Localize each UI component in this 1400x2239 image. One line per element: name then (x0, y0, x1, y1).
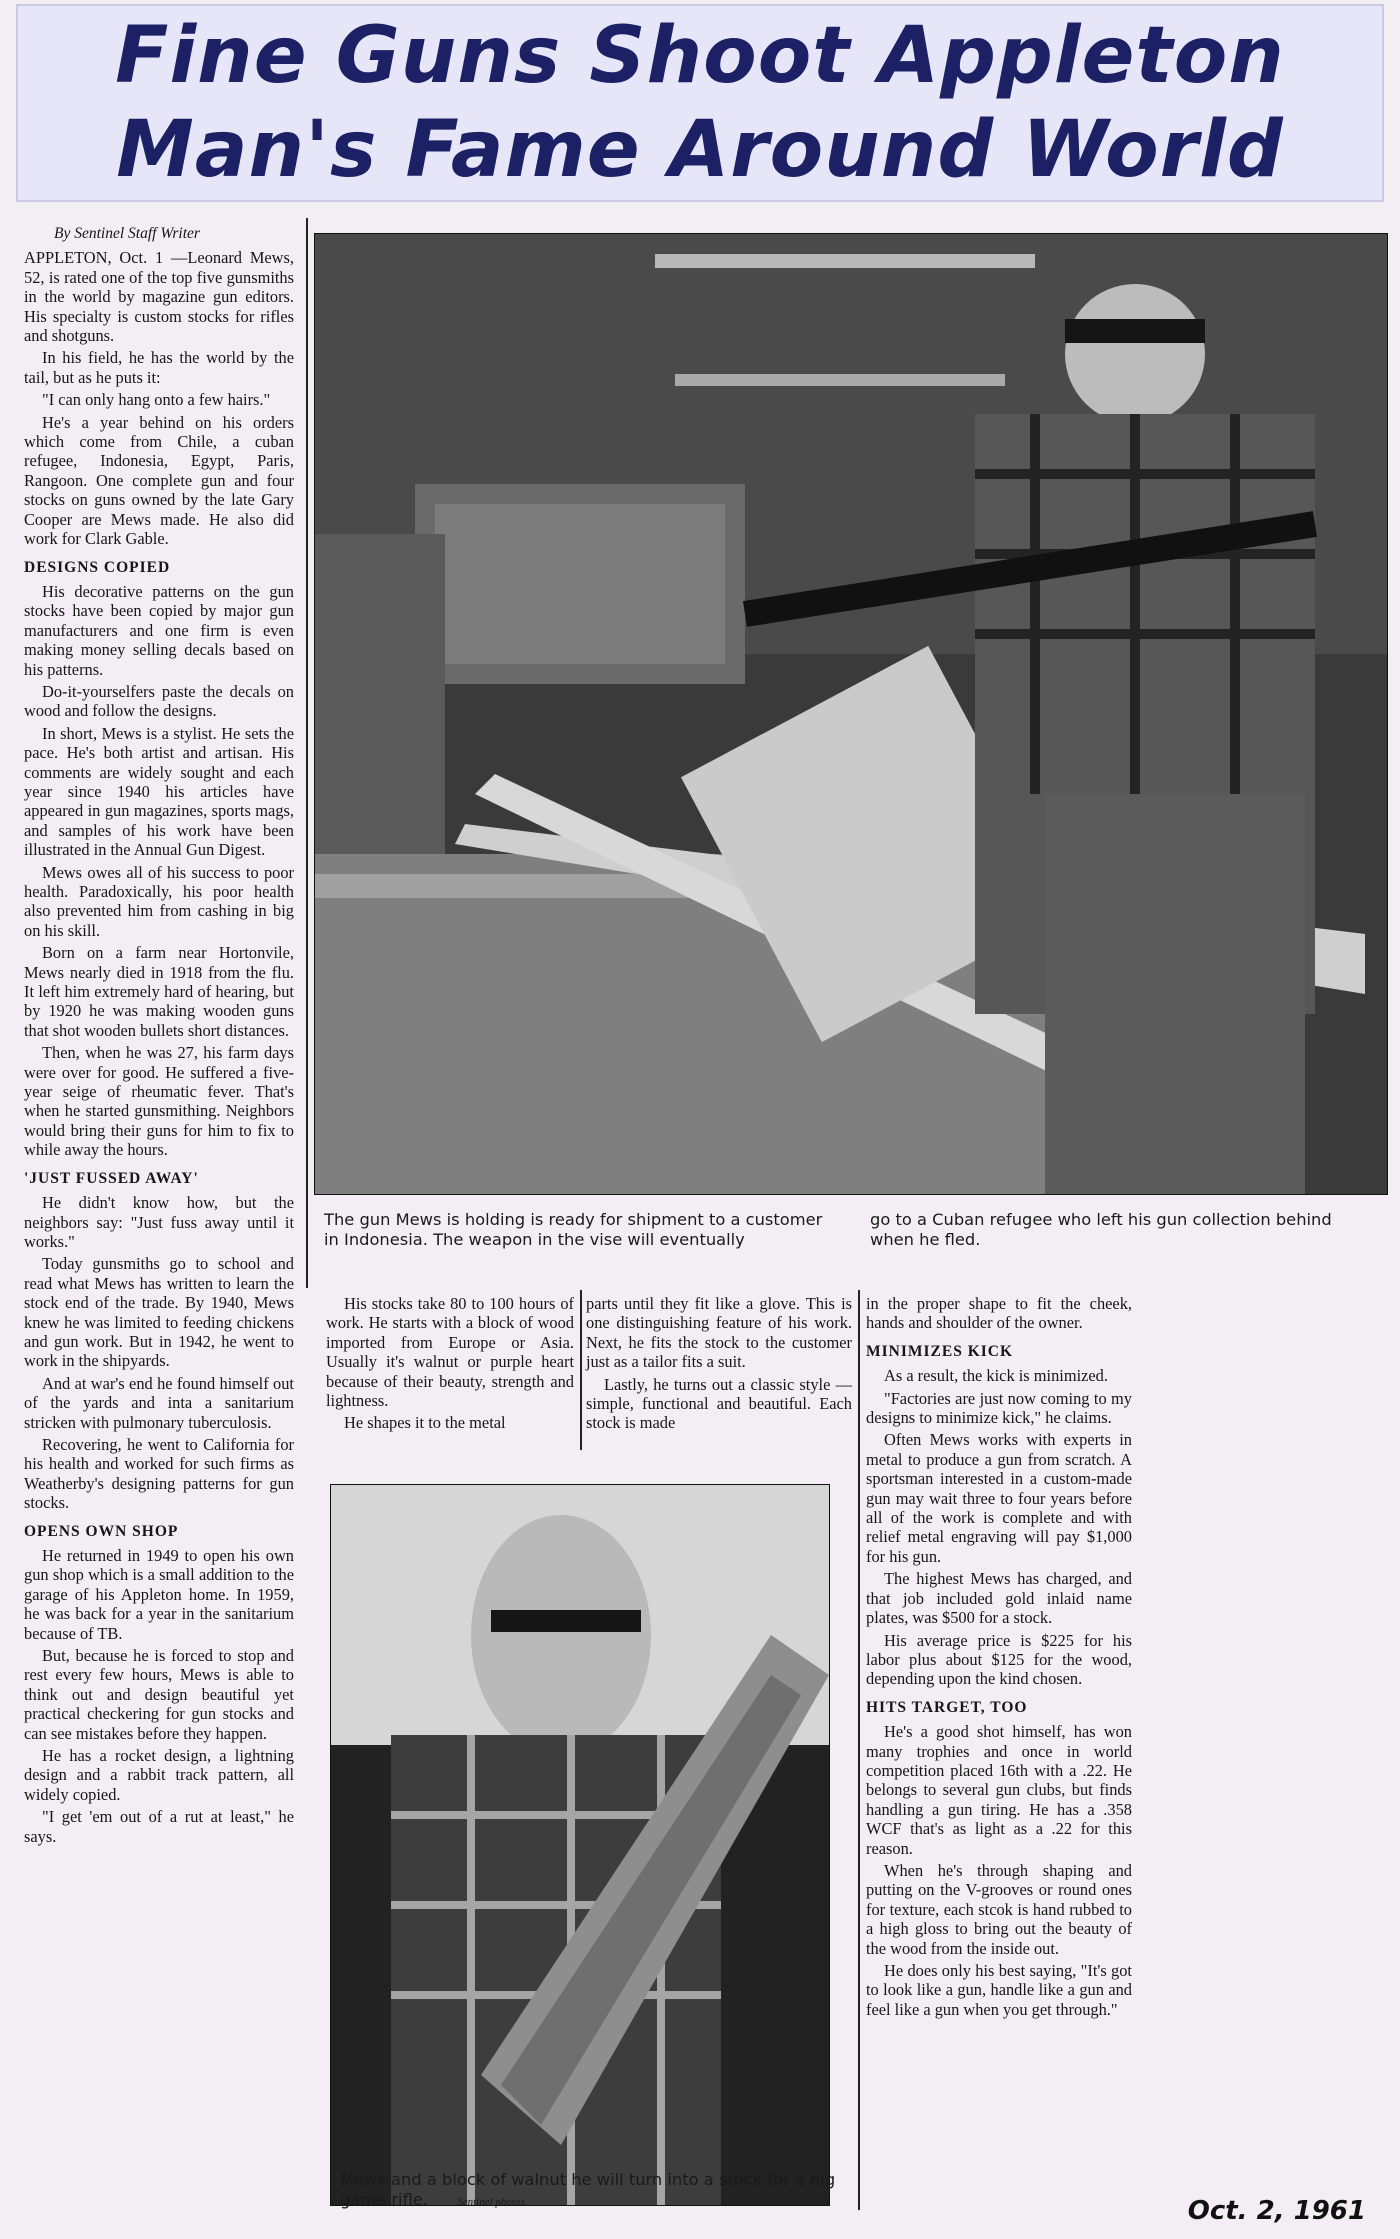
article-column-4 (866, 1294, 1132, 2022)
headline-line-1: Fine Guns Shoot Appleton (115, 11, 1285, 101)
date-stamp: Oct. 2, 1961 (1187, 2196, 1366, 2226)
paragraph: APPLETON, Oct. 1 —Leonard Mews, 52, is rated one of the top five gunsmiths in the world by magazine gun editors. His specialty is custom stocks for rifles and shotguns. (24, 248, 294, 346)
subhead-minimizes-kick: MINIMIZES KICK (866, 1342, 1014, 1360)
portrait-photo-illustration (331, 1485, 829, 2205)
paragraph: In short, Mews is a stylist. He sets the pace. He's both artist and artisan. His comments are widely sought and each year since 1940 his articles have appeared in gun magazines, sports mags, and samples of his work have been illustrated in the Annual Gun Digest. (24, 723, 294, 860)
paragraph: He's a year behind on his orders which come from Chile, a cuban refugee, Indonesia, Egypt, Paris, Rangoon. One complete gun and four stocks on guns owned by the late Gary Cooper are Mews made. He also did work for Clark Gable. (24, 412, 294, 549)
paragraph: parts until they fit like a glove. This is one distinguishing feature of his work. Next, he fits the stock to the customer just as a tailor fits a suit. (586, 1294, 852, 1372)
paragraph: He has a rocket design, a lightning design and a rabbit track pattern, all widely copied. (24, 1746, 294, 1804)
column-rule (580, 1290, 582, 1450)
paragraph: "I can only hang onto a few hairs." (42, 390, 271, 410)
paragraph: The highest Mews has charged, and that job included gold inlaid name plates, was $500 for a stock. (866, 1569, 1132, 1628)
paragraph: And at war's end he found himself out of the yards and inta a sanitarium stricken with pulmonary tuberculosis. (24, 1373, 294, 1432)
column-rule (306, 218, 308, 1288)
workshop-photo (314, 233, 1388, 1195)
paragraph: He shapes it to the metal (344, 1413, 506, 1433)
paragraph: "Factories are just now coming to my designs to minimize kick," he claims. (866, 1388, 1132, 1428)
portrait-photo (330, 1484, 830, 2206)
headline-line-2: Man's Fame Around World (116, 105, 1284, 195)
subhead-hits-target-too: HITS TARGET, TOO (866, 1698, 1028, 1716)
headline-banner (16, 4, 1384, 202)
paragraph: He didn't know how, but the neighbors say: "Just fuss away until it works." (24, 1193, 294, 1251)
paragraph: He's a good shot himself, has won many trophies and once in world competition placed 16th with a .22. He belongs to several gun clubs, but finds handling a gun tiring. He has a .358 WCF that's as light as a .22 for this reason. (866, 1722, 1132, 1858)
portrait-photo-caption (340, 2170, 852, 2212)
paragraph: As a result, the kick is minimized. (884, 1366, 1108, 1386)
paragraph: Mews owes all of his success to poor health. Paradoxically, his poor health also prevented him from cashing in big on his skill. (24, 862, 294, 940)
paragraph: When he's through shaping and putting on the V-grooves or round ones for texture, each stcok is hand rubbed to a high gloss to bring out the beauty of the wood from the inside out. (866, 1860, 1132, 1958)
paragraph: Lastly, he turns out a classic style — simple, functional and beautiful. Each stock is made (586, 1374, 852, 1433)
workshop-photo-caption-left: The gun Mews is holding is ready for shipment to a customer in Indonesia. The weapon in the vise will eventually (324, 1210, 823, 1249)
paragraph: Often Mews works with experts in metal to produce a gun from scratch. A sportsman interested in a custom-made gun may wait three to four years before all of the work is complete and with relief metal engraving will pay $1,000 for his gun. (866, 1430, 1132, 1566)
paragraph: His decorative patterns on the gun stocks have been copied by major gun manufacturers and one firm is even making money selling decals based on his patterns. (24, 581, 294, 679)
portrait-caption-text: Mews and a block of walnut he will turn into a stock for a big game rifle. (340, 2170, 836, 2209)
paragraph: Today gunsmiths go to school and read what Mews has written to learn the stock end of the trade. By 1940, Mews knew he was limited to feeding chickens and gun work. But in 1942, he went to work in the shipyards. (24, 1254, 294, 1371)
paragraph: "I get 'em out of a rut at least," he says. (24, 1807, 294, 1846)
workshop-photo-illustration (315, 234, 1387, 1194)
paragraph: His stocks take 80 to 100 hours of work. He starts with a block of wood imported from Europe or Asia. Usually it's walnut or purple heart because of their beauty, strength and lightness. (326, 1294, 574, 1411)
paragraph: He returned in 1949 to open his own gun shop which is a small addition to the garage of his Appleton home. In 1959, he was back for a year in the sanitarium because of TB. (24, 1546, 294, 1643)
paragraph: Then, when he was 27, his farm days were over for good. He suffered a five-year seige of rheumatic fever. That's when he started gunsmithing. Neighbors would bring their guns for him to fix to while away the hours. (24, 1043, 294, 1160)
article-column-1 (24, 224, 294, 1849)
paragraph: His average price is $225 for his labor plus about $125 for the wood, depending upon the kind chosen. (866, 1630, 1132, 1689)
article-column-3 (586, 1294, 852, 1436)
photo-credit: Sentinel photos. (457, 2196, 528, 2208)
subhead-opens-own-shop: OPENS OWN SHOP (24, 1522, 179, 1540)
subhead-just-fussed-away: 'JUST FUSSED AWAY' (24, 1169, 199, 1187)
workshop-photo-caption-right: go to a Cuban refugee who left his gun collection behind when he fled. (870, 1210, 1332, 1249)
paragraph: Do-it-yourselfers paste the decals on wood and follow the designs. (24, 681, 294, 721)
paragraph: Recovering, he went to California for his health and worked for such firms as Weatherby's designing patterns for gun stocks. (24, 1434, 294, 1513)
byline: By Sentinel Staff Writer (54, 225, 200, 242)
paragraph: Born on a farm near Hortonvile, Mews nearly died in 1918 from the flu. It left him extremely hard of hearing, but by 1920 he was making wooden guns that shot wooden bullets short distances. (24, 943, 294, 1040)
paragraph: In his field, he has the world by the tail, but as he puts it: (24, 348, 294, 387)
article-column-2 (326, 1294, 574, 1436)
subhead-designs-copied: DESIGNS COPIED (24, 558, 171, 576)
paragraph: in the proper shape to fit the cheek, hands and shoulder of the owner. (866, 1294, 1132, 1333)
paragraph: He does only his best saying, "It's got to look like a gun, handle like a gun and feel like a gun when you get through." (866, 1961, 1132, 2019)
paragraph: But, because he is forced to stop and rest every few hours, Mews is able to think out and design beautiful yet practical checkering for gun stocks and can see mistakes before they happen. (24, 1646, 294, 1743)
column-rule (858, 1290, 860, 2210)
